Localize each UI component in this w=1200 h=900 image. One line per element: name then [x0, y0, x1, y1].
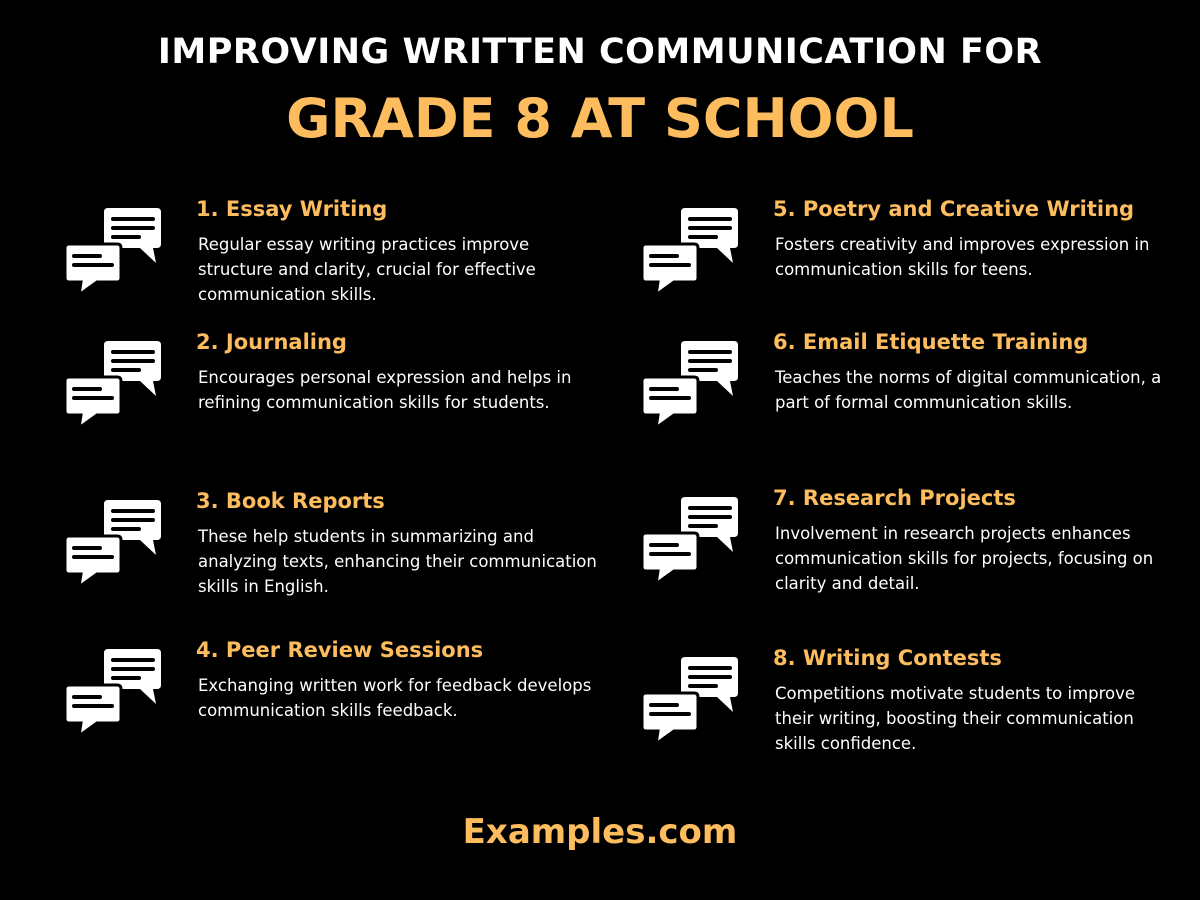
speech-bubbles-icon — [640, 207, 740, 299]
speech-bubbles-icon — [63, 340, 163, 432]
speech-bubbles-icon — [640, 656, 740, 748]
item-heading: 7. Research Projects — [773, 486, 1016, 510]
title-line-1: IMPROVING WRITTEN COMMUNICATION FOR — [157, 32, 1043, 72]
item-description: Competitions motivate students to improve their writing, boosting their communication skills confidence. — [775, 684, 1136, 753]
item-description: Fosters creativity and improves expression in communication skills for teens. — [775, 235, 1150, 279]
speech-bubbles-icon — [63, 207, 163, 299]
item-heading: 4. Peer Review Sessions — [196, 638, 484, 662]
item-heading: 5. Poetry and Creative Writing — [773, 197, 1135, 221]
item-heading: 8. Writing Contests — [773, 646, 1002, 670]
title-line-2: GRADE 8 AT SCHOOL — [286, 87, 914, 150]
speech-bubbles-icon — [63, 499, 163, 591]
item-description: Regular essay writing practices improve structure and clarity, crucial for effective communication skills. — [198, 235, 536, 304]
item-heading: 2. Journaling — [196, 330, 347, 354]
item-heading: 6. Email Etiquette Training — [773, 330, 1089, 354]
item-heading: 1. Essay Writing — [196, 197, 388, 221]
speech-bubbles-icon — [640, 340, 740, 432]
speech-bubbles-icon — [63, 648, 163, 740]
speech-bubbles-icon — [640, 496, 740, 588]
item-description: Exchanging written work for feedback develops communication skills feedback. — [198, 676, 592, 720]
footer-brand: Examples.com — [462, 812, 738, 852]
item-description: Involvement in research projects enhances communication skills for projects, focusing on clarity and detail. — [775, 524, 1154, 593]
item-description: These help students in summarizing and analyzing texts, enhancing their communication skills in English. — [198, 527, 597, 596]
item-description: Teaches the norms of digital communication, a part of formal communication skills. — [775, 368, 1162, 412]
item-heading: 3. Book Reports — [196, 489, 385, 513]
item-description: Encourages personal expression and helps in refining communication skills for students. — [198, 368, 572, 412]
